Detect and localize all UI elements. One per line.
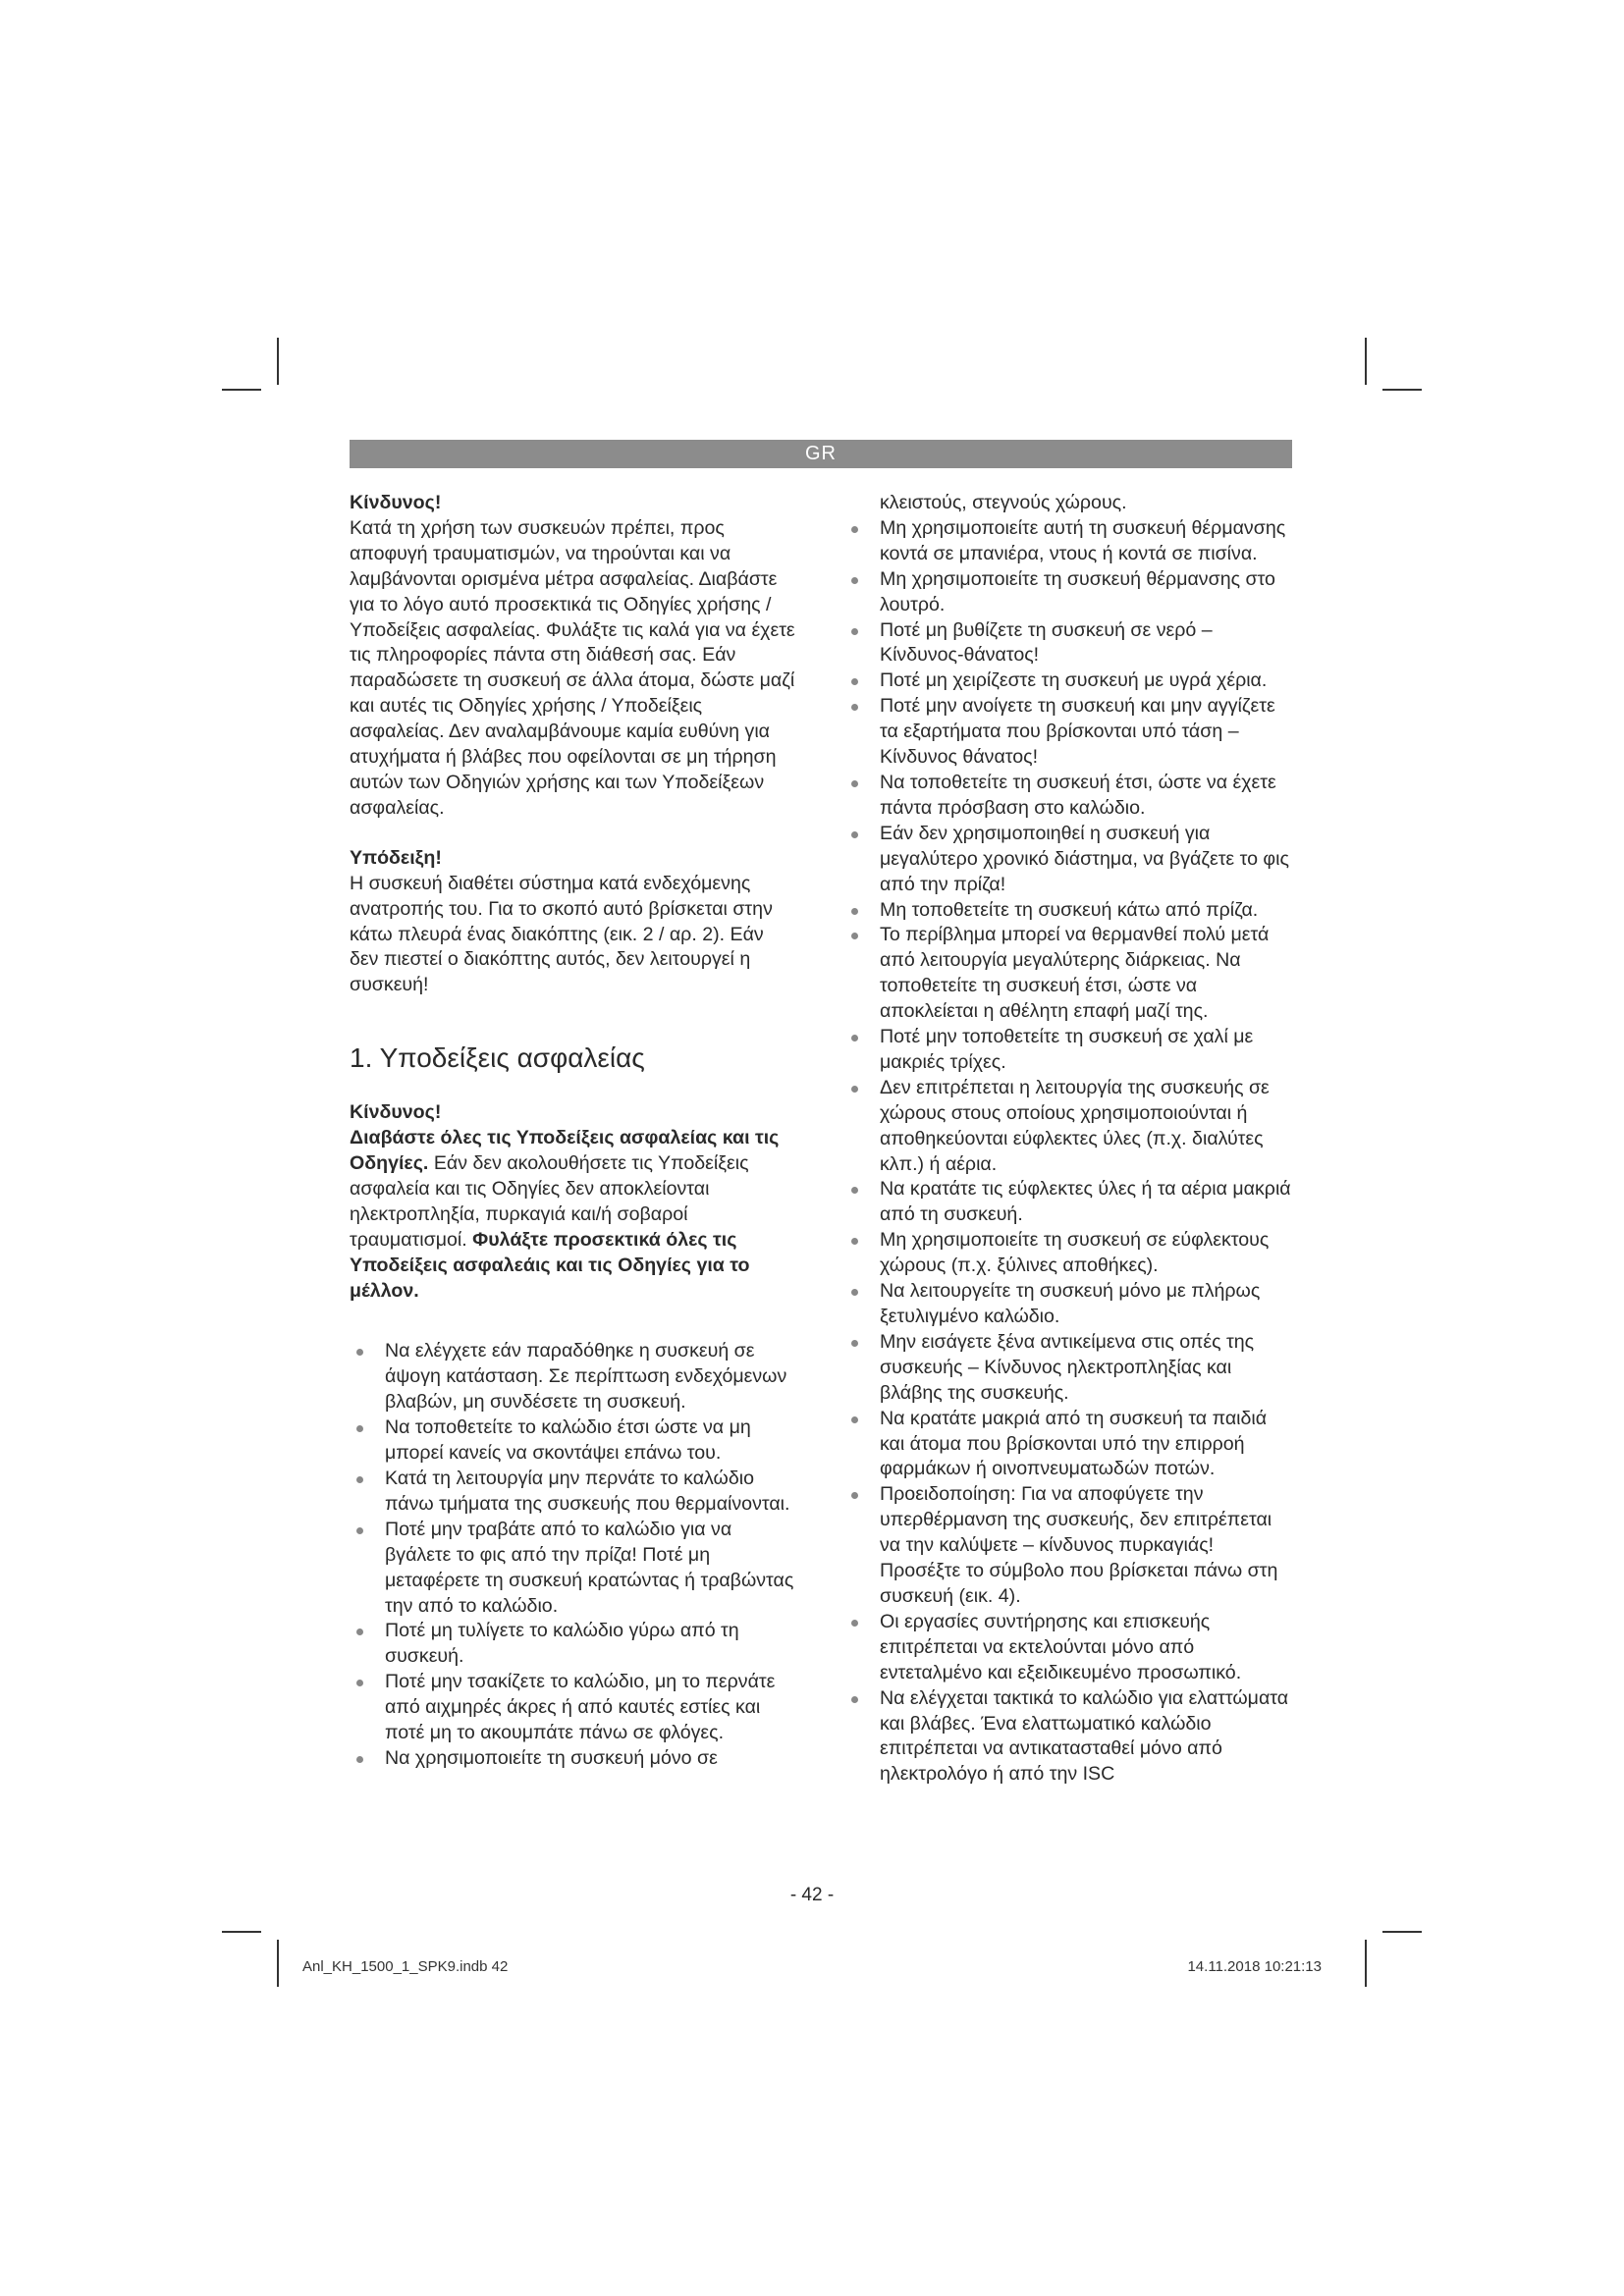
list-item: Κατά τη λειτουργία μην περνάτε το καλώδιο πάνω τμήματα της συσκευής που θερμαίνονται. bbox=[350, 1467, 797, 1518]
list-item: Να ελέγχετε εάν παραδόθηκε η συσκευή σε άψογη κατάσταση. Σε περίπτωση ενδεχόμενων βλαβών, μη συνδέσετε τη συσκευή. bbox=[350, 1339, 797, 1415]
list-item: Ποτέ μην ανοίγετε τη συσκευή και μην αγγίζετε τα εξαρτήματα που βρίσκονται υπό τάση – Κίνδυνος θάνατος! bbox=[844, 694, 1292, 771]
danger2-bold-intro: Διαβάστε όλες τις Υποδείξεις ασφαλείας και τις Οδηγίες. bbox=[350, 1127, 780, 1175]
list-item: Μη τοποθετείτε τη συσκευή κάτω από πρίζα. bbox=[844, 898, 1292, 924]
list-item: Να ελέγχεται τακτικά το καλώδιο για ελαττώματα και βλάβες. Ένα ελαττωματικό καλώδιο επιτρέπεται να αντικατασταθεί μόνο από ηλεκτρολόγο ή από την ISC bbox=[844, 1686, 1292, 1789]
danger2-bold-outro: Φυλάξτε προσεκτικά όλες τις Υποδείξεις ασφαλεάις και τις Οδηγίες για το μέλλον. bbox=[350, 1228, 750, 1302]
section-title: 1. Υποδείξεις ασφαλείας bbox=[350, 1042, 645, 1074]
note-heading: Υπόδειξη! bbox=[350, 846, 442, 869]
danger-heading: Κίνδυνος! bbox=[350, 492, 442, 513]
crop-mark bbox=[1365, 1940, 1367, 1987]
list-item: Ποτέ μη βυθίζετε τη συσκευή σε νερό – Κίνδυνος-θάνατος! bbox=[844, 618, 1292, 669]
left-column bbox=[350, 491, 797, 1772]
footer-timestamp: 14.11.2018 10:21:13 bbox=[1187, 1958, 1322, 1975]
list-item: Να κρατάτε μακριά από τη συσκευή τα παιδιά και άτομα που βρίσκονται υπό την επιρροή φαρμάκων ή οινοπνευματωδών ποτών. bbox=[844, 1407, 1292, 1483]
crop-mark bbox=[1382, 389, 1422, 391]
list-item: Να τοποθετείτε το καλώδιο έτσι ώστε να μη μπορεί κανείς να σκοντάψει επάνω του. bbox=[350, 1415, 797, 1467]
language-bar bbox=[350, 440, 1292, 468]
list-item: Μην εισάγετε ξένα αντικείμενα στις οπές της συσκευής – Κίνδυνος ηλεκτροπληξίας και βλάβης της συσκευής. bbox=[844, 1330, 1292, 1407]
danger2-text: Εάν δεν ακολουθήσετε τις Υποδείξεις ασφαλεία και τις Οδηγίες δεν αποκλείονται ηλεκτροπληξία, πυρκαγιά και/ή σοβαροί τραυματισμοί. bbox=[350, 1152, 749, 1251]
page-number: - 42 - bbox=[789, 1885, 835, 1905]
list-item: Μη χρησιμοποιείτε τη συσκευή θέρμανσης στο λουτρό. bbox=[844, 567, 1292, 618]
list-item: Δεν επιτρέπεται η λειτουργία της συσκευής σε χώρους στους οποίους χρησιμοποιούνται ή αποθηκεύονται εύφλεκτες ύλες (π.χ. διαλύτες κλπ.) ή αέρια. bbox=[844, 1076, 1292, 1178]
crop-mark bbox=[277, 1940, 279, 1987]
language-code: GR bbox=[805, 443, 837, 464]
crop-mark bbox=[222, 1931, 261, 1933]
crop-mark bbox=[277, 338, 279, 385]
list-item: Το περίβλημα μπορεί να θερμανθεί πολύ μετά από λειτουργία μεγαλύτερης διάρκειας. Να τοποθετείτε τη συσκευή έτσι, ώστε να αποκλείεται η αθέλητη επαφή μαζί της. bbox=[844, 923, 1292, 1025]
crop-mark bbox=[222, 389, 261, 391]
danger2-paragraph bbox=[350, 1126, 797, 1304]
list-item: Ποτέ μην τσακίζετε το καλώδιο, μη το περνάτε από αιχμηρές άκρες ή από καυτές εστίες και ποτέ μη το ακουμπάτε πάνω σε φλόγες. bbox=[350, 1670, 797, 1746]
list-item: Να τοποθετείτε τη συσκευή έτσι, ώστε να έχετε πάντα πρόσβαση στο καλώδιο. bbox=[844, 771, 1292, 822]
list-item: Ποτέ μην τραβάτε από το καλώδιο για να βγάλετε το φις από την πρίζα! Ποτέ μη μεταφέρετε τη συσκευή κρατώντας ή τραβώντας την από το καλώδιο. bbox=[350, 1518, 797, 1620]
crop-mark bbox=[1382, 1931, 1422, 1933]
list-item: Οι εργασίες συντήρησης και επισκευής επιτρέπεται να εκτελούνται μόνο από εντεταλμένο και εξειδικευμένο προσωπικό. bbox=[844, 1610, 1292, 1686]
list-item: Εάν δεν χρησιμοποιηθεί η συσκευή για μεγαλύτερο χρονικό διάστημα, να βγάζετε το φις από την πρίζα! bbox=[844, 822, 1292, 898]
list-item: Ποτέ μη τυλίγετε το καλώδιο γύρω από τη συσκευή. bbox=[350, 1619, 797, 1670]
crop-mark bbox=[1365, 338, 1367, 385]
list-item: Προειδοποίηση: Για να αποφύγετε την υπερθέρμανση της συσκευής, δεν επιτρέπεται να την καλύψετε – κίνδυνος πυρκαγιάς! Προσέξτε το σύμβολο που βρίσκεται πάνω στη συσκευή (εικ. 4). bbox=[844, 1482, 1292, 1610]
list-item: Μη χρησιμοποιείτε τη συσκευή σε εύφλεκτους χώρους (π.χ. ξύλινες αποθήκες). bbox=[844, 1228, 1292, 1279]
list-item: Να κρατάτε τις εύφλεκτες ύλες ή τα αέρια μακριά από τη συσκευή. bbox=[844, 1177, 1292, 1228]
danger2-heading: Κίνδυνος! bbox=[350, 1101, 442, 1124]
list-item: Ποτέ μην τοποθετείτε τη συσκευή σε χαλί με μακριές τρίχες. bbox=[844, 1025, 1292, 1076]
footer-file-info: Anl_KH_1500_1_SPK9.indb 42 bbox=[302, 1958, 509, 1975]
danger-text: Κατά τη χρήση των συσκευών πρέπει, προς αποφυγή τραυματισμών, να τηρούνται και να λαμβάνονται ορισμένα μέτρα ασφαλείας. Διαβάστε για το λόγο αυτό προσεκτικά τις Οδηγίες χρήσης / Υποδείξεις ασφαλείας. Φυλάξτε τις καλά για να έχετε τις πληροφορίες πάντα στη διάθεσή σας. Εάν παραδώσετε τη συσκευή σε άλλα άτομα, δώστε μαζί και αυτές τις Οδηγίες χρήσης / Υποδείξεις ασφαλείας. Δεν αναλαμβάνουμε καμία ευθύνη για ατυχήματα ή βλάβες που οφείλονται σε μη τήρηση αυτών των Οδηγιών χρήσης και των Υποδείξεων ασφαλείας. bbox=[350, 516, 795, 819]
continuation-text: κλειστούς, στεγνούς χώρους. bbox=[880, 492, 1127, 513]
note-text: Η συσκευή διαθέτει σύστημα κατά ενδεχόμενης ανατροπής του. Για το σκοπό αυτό βρίσκεται στην κάτω πλευρά ένας διακόπτης (εικ. 2 / αρ. 2). Εάν δεν πιεστεί ο διακόπτης αυτός, δεν λειτουργεί η συσκευή! bbox=[350, 872, 773, 996]
right-bullet-list bbox=[844, 516, 1292, 1788]
right-column bbox=[844, 491, 1292, 1788]
list-item: Να λειτουργείτε τη συσκευή μόνο με πλήρως ξετυλιγμένο καλώδιο. bbox=[844, 1279, 1292, 1330]
left-bullet-list bbox=[350, 1339, 797, 1771]
list-item: Να χρησιμοποιείτε τη συσκευή μόνο σε bbox=[350, 1746, 797, 1772]
list-item: Μη χρησιμοποιείτε αυτή τη συσκευή θέρμανσης κοντά σε μπανιέρα, ντους ή κοντά σε πισίνα. bbox=[844, 516, 1292, 567]
list-item: Ποτέ μη χειρίζεστε τη συσκευή με υγρά χέρια. bbox=[844, 668, 1292, 694]
